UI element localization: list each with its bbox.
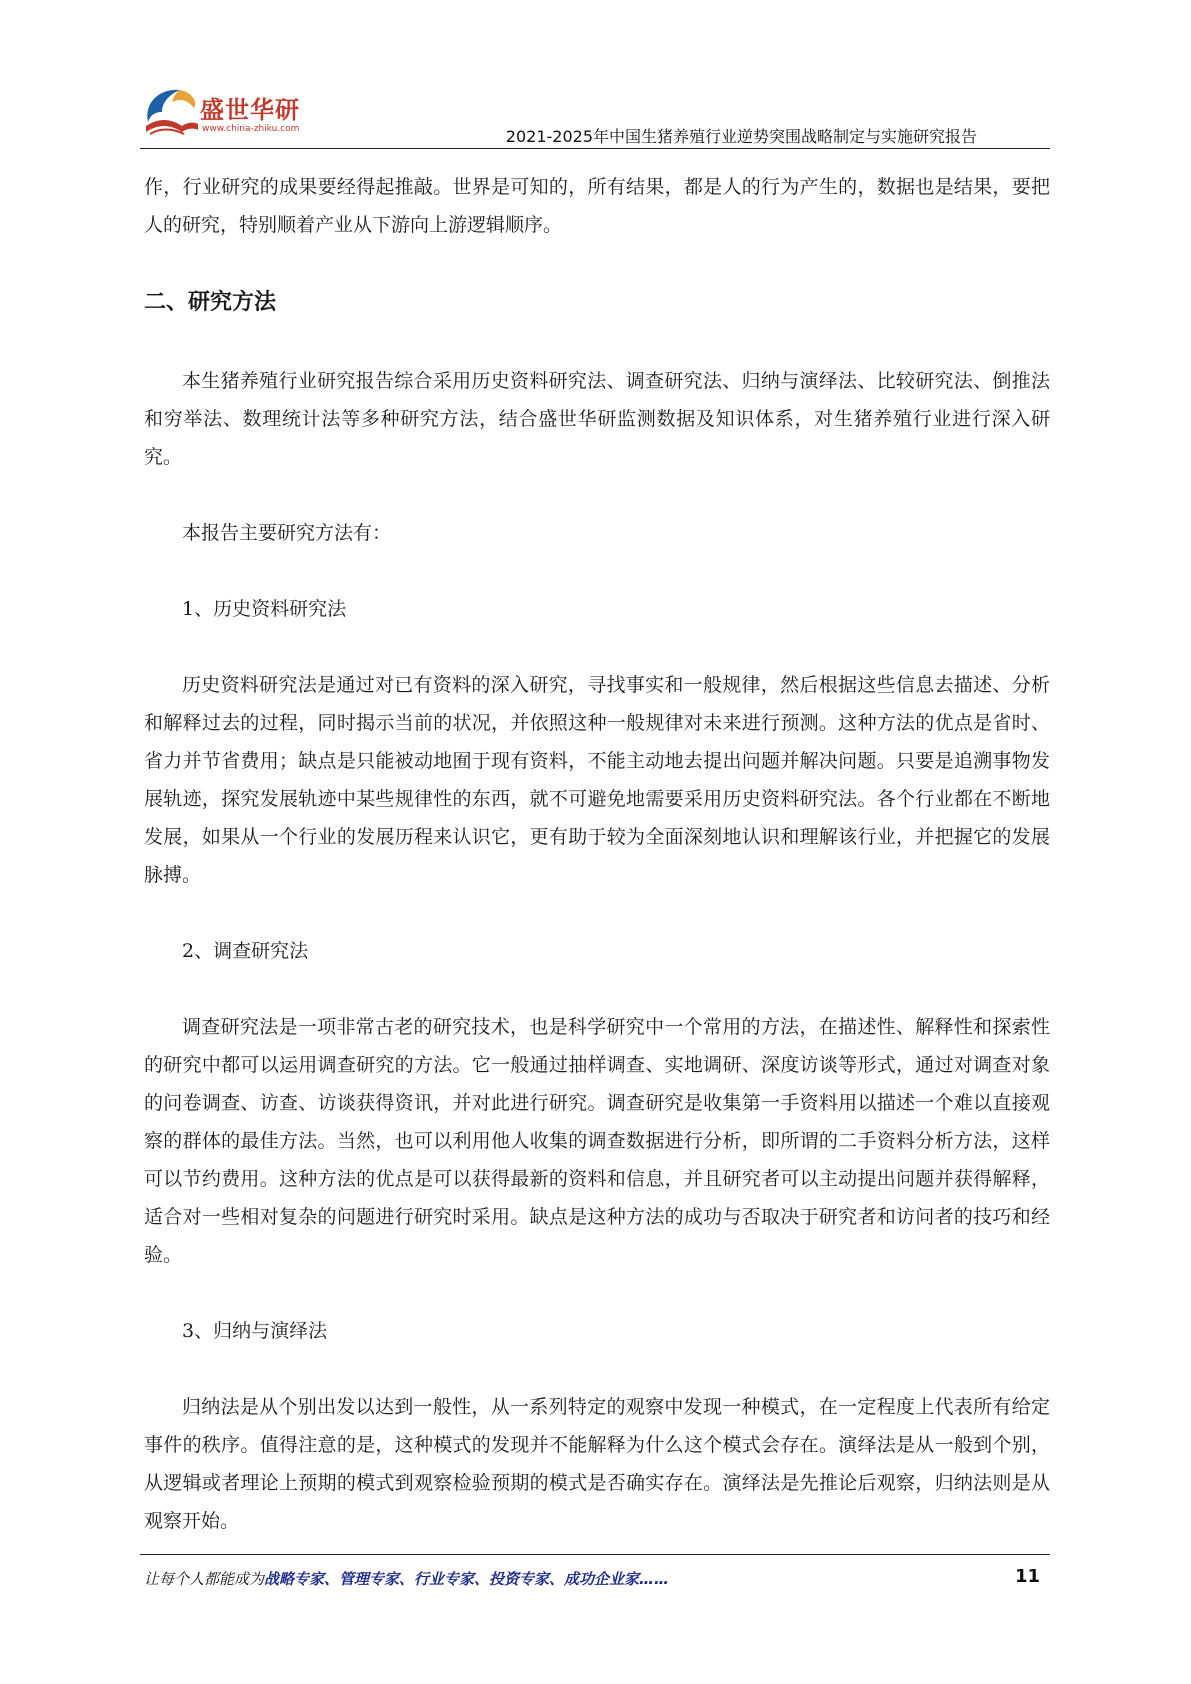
methods-intro: 本报告主要研究方法有： (182, 522, 392, 544)
method-text-induction: 归纳法是从个别出发以达到一般性，从一系列特定的观察中发现一种模式，在一定程度上代表所有给定事件的秩序。值得注意的是，这种模式的发现并不能解释为什么这个模式会存在。演绎法是从一般到个别，从逻辑或者理论上预期的模式到观察检验预期的模式是否确实存在。演绎法是先推论后观察，归纳法则是从观察开始。 (144, 1396, 1050, 1532)
page-footer (144, 1568, 1050, 1598)
header-divider (140, 148, 1050, 149)
method-text-survey: 调查研究法是一项非常古老的研究技术，也是科学研究中一个常用的方法，在描述性、解释性和探索性的研究中都可以运用调查研究的方法。它一般通过抽样调查、实地调研、深度访谈等形式，通过对调查对象的问卷调查、访查、访谈获得资讯，并对此进行研究。调查研究是收集第一手资料用以描述一个难以直接观察的群体的最佳方法。当然，也可以利用他人收集的调查数据进行分析，即所谓的二手资料分析方法，这样可以节约费用。这种方法的优点是可以获得最新的资料和信息，并且研究者可以主动提出问题并获得解释，适合对一些相对复杂的问题进行研究时采用。缺点是这种方法的成功与否取决于研究者和访问者的技巧和经验。 (144, 1016, 1050, 1266)
footer-slogan-prefix: 让每个人都能成为 (144, 1570, 265, 1588)
method-title-history: 1、历史资料研究法 (182, 598, 347, 620)
footer-slogan (144, 1568, 669, 1589)
company-logo (140, 82, 315, 146)
logo-url: www.china-zhiku.com (202, 124, 300, 134)
intro-paragraph: 本生猪养殖行业研究报告综合采用历史资料研究法、调查研究法、归纳与演绎法、比较研究法、倒推法和穷举法、数理统计法等多种研究方法，结合盛世华研监测数据及知识体系，对生猪养殖行业进行深入研究。 (144, 370, 1050, 468)
continued-paragraph: 作，行业研究的成果要经得起推敲。世界是可知的，所有结果，都是人的行为产生的，数据也是结果，要把人的研究，特别顺着产业从下游向上游逻辑顺序。 (144, 176, 1050, 236)
page-content (144, 168, 1050, 1540)
footer-slogan-roles: 战略专家、管理专家、行业专家、投资专家、成功企业家…… (264, 1570, 670, 1588)
footer-divider (140, 1554, 1050, 1555)
method-title-survey: 2、调查研究法 (182, 940, 309, 962)
page-header (0, 0, 1191, 150)
method-text-history: 历史资料研究法是通过对已有资料的深入研究，寻找事实和一般规律，然后根据这些信息去描述、分析和解释过去的过程，同时揭示当前的状况，并依照这种一般规律对未来进行预测。这种方法的优点是省时、省力并节省费用；缺点是只能被动地囿于现有资料，不能主动地去提出问题并解决问题。只要是追溯事物发展轨迹，探究发展轨迹中某些规律性的东西，就不可避免地需要采用历史资料研究法。各个行业都在不断地发展，如果从一个行业的发展历程来认识它，更有助于较为全面深刻地认识和理解该行业，并把握它的发展脉搏。 (144, 674, 1050, 886)
section-heading: 二、研究方法 (144, 290, 277, 315)
logo-name: 盛世华研 (200, 96, 300, 124)
report-title: 2021-2025年中国生猪养殖行业逆势突围战略制定与实施研究报告 (505, 127, 977, 146)
method-title-induction: 3、归纳与演绎法 (182, 1320, 328, 1342)
logo-emblem-icon (140, 82, 200, 142)
page-number: 11 (1014, 1566, 1040, 1587)
